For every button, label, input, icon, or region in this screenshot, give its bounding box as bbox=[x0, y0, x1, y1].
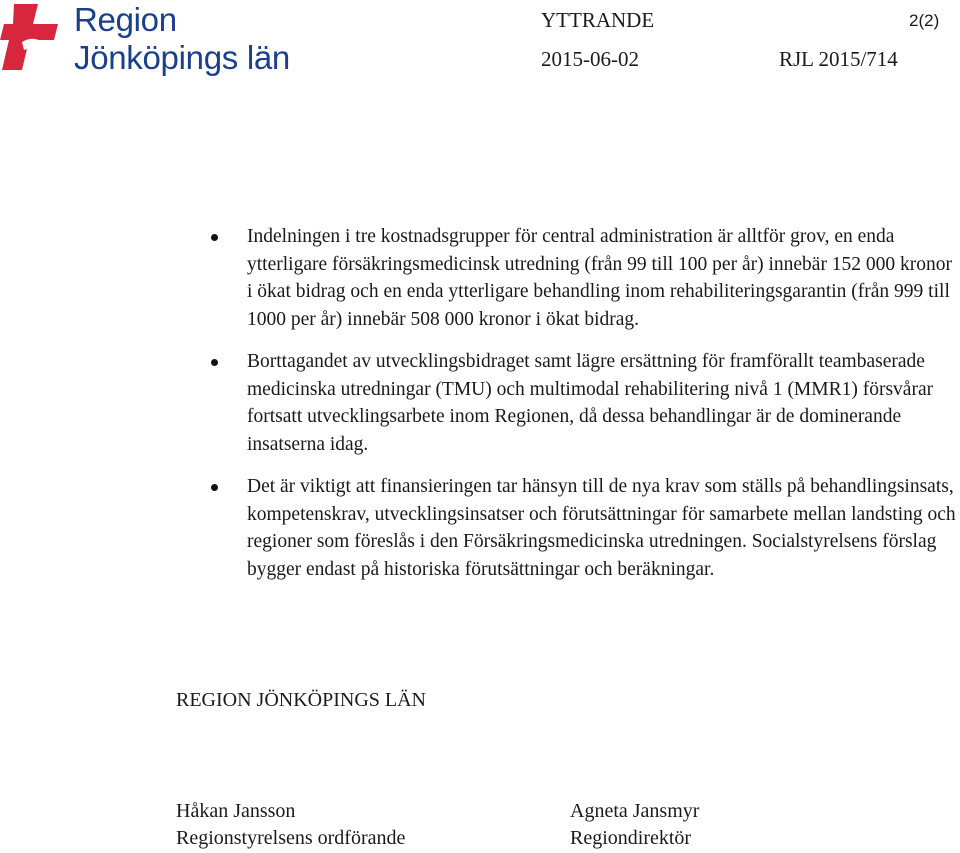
bullet-text: Borttagandet av utvecklingsbidraget samt lägre ersättning för framförallt teambaserade medicinska utredningar (TMU) och multimodal rehabilitering nivå 1 (MMR1) försvårar fortsatt utvecklingsarbete inom Regionen, då dessa behandlingar är de dominerande insatserna idag. bbox=[247, 351, 934, 455]
bullet-icon bbox=[211, 359, 218, 366]
document-date: 2015-06-02 bbox=[541, 47, 639, 71]
signature-block-director bbox=[570, 798, 699, 852]
bullet-item bbox=[0, 348, 960, 458]
bullet-item bbox=[0, 473, 960, 583]
signatory-title: Regiondirektör bbox=[570, 827, 692, 849]
logo-text-region: Region bbox=[74, 1, 177, 38]
page-number: 2(2) bbox=[909, 11, 940, 30]
bullet-icon bbox=[211, 484, 218, 491]
bullet-text: Indelningen i tre kostnadsgrupper för central administration är alltför grov, en enda ytterligare försäkringsmedicinsk utredning (från 99 till 100 per år) innebär 152 000 kronor i ökat bidrag och en enda ytterligare behandling inom rehabiliteringsgarantin (från 999 till 1000 per år) innebär 508 000 kronor i ökat bidrag. bbox=[247, 226, 953, 330]
organization-name: REGION JÖNKÖPINGS LÄN bbox=[176, 689, 426, 711]
bullet-icon bbox=[211, 234, 218, 241]
region-logo bbox=[0, 2, 300, 76]
document-type: YTTRANDE bbox=[541, 8, 655, 32]
signatory-name: Agneta Jansmyr bbox=[570, 800, 700, 822]
document-reference: RJL 2015/714 bbox=[779, 47, 898, 71]
signatory-name: Håkan Jansson bbox=[176, 800, 296, 822]
bullet-text: Det är viktigt att finansieringen tar hänsyn till de nya krav som ställs på behandlingsinsats, kompetenskrav, utvecklingsinsatser och förutsättningar för samarbete mellan landsting och regioner som föreslås i den Försäkringsmedicinska utredningen. Socialstyrelsens förslag bygger endast på historiska förutsättningar och beräkningar. bbox=[247, 476, 956, 580]
bullet-list bbox=[0, 223, 960, 583]
logo-text-county: Jönköpings län bbox=[74, 39, 290, 76]
region-cross-icon bbox=[0, 2, 72, 76]
bullet-item bbox=[0, 223, 960, 333]
signature-block-chair bbox=[176, 798, 405, 852]
signatory-title: Regionstyrelsens ordförande bbox=[176, 827, 406, 849]
